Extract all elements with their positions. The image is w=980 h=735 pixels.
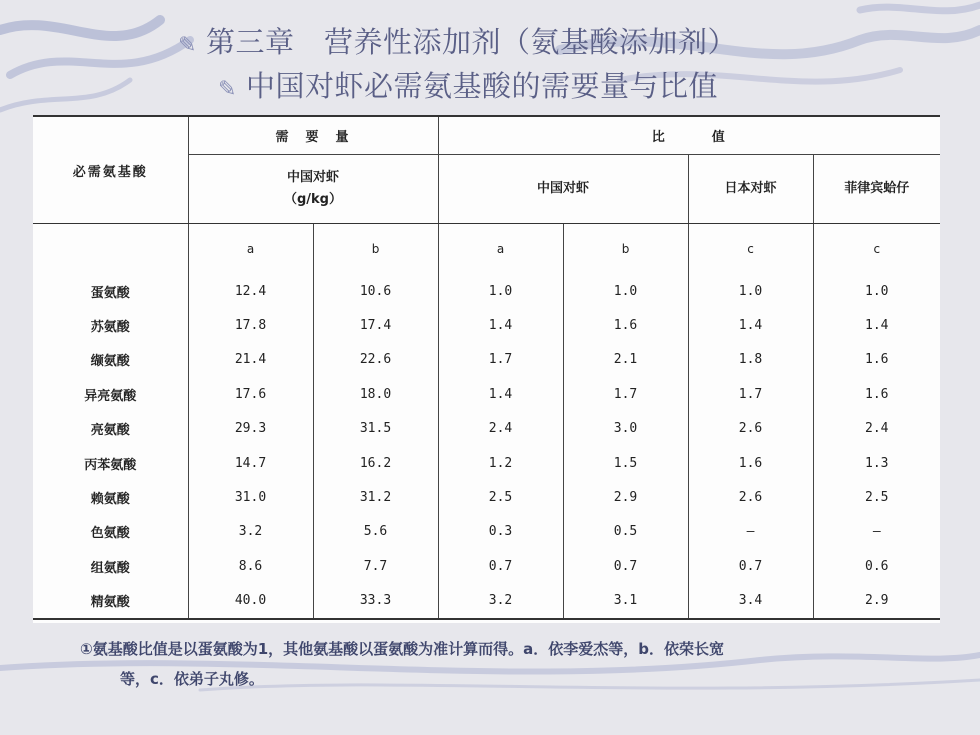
value-cell: 1.4 xyxy=(438,308,563,342)
value-cell: 1.7 xyxy=(688,377,813,411)
footnote-line-1: ①氨基酸比值是以蛋氨酸为1，其他氨基酸以蛋氨酸为准计算而得。a．依李爱杰等，b．依荣长宽 xyxy=(80,640,725,658)
table-row xyxy=(33,446,940,480)
value-cell: 2.9 xyxy=(563,480,688,514)
value-cell: 0.7 xyxy=(688,549,813,583)
table-row xyxy=(33,308,940,342)
amino-acid-table xyxy=(33,115,940,620)
value-cell: 1.2 xyxy=(438,446,563,480)
swirl-bullet-icon: ✎ xyxy=(178,33,197,58)
value-cell: 1.4 xyxy=(813,308,940,342)
value-cell: 0.3 xyxy=(438,515,563,549)
value-cell: 1.6 xyxy=(813,377,940,411)
col-letter: a xyxy=(188,224,313,275)
value-cell: 1.0 xyxy=(688,274,813,308)
value-cell: 1.6 xyxy=(813,343,940,377)
swirl-bullet-icon: ✎ xyxy=(218,77,237,102)
value-cell: 2.4 xyxy=(438,412,563,446)
table-row xyxy=(33,584,940,619)
table-body xyxy=(33,274,940,619)
value-cell: 31.0 xyxy=(188,480,313,514)
slide-subtitle xyxy=(218,64,718,105)
value-cell: 1.0 xyxy=(563,274,688,308)
amino-acid-name: 苏氨酸 xyxy=(90,320,130,336)
value-cell: 1.6 xyxy=(563,308,688,342)
col-letter: a xyxy=(438,224,563,275)
value-cell: 3.2 xyxy=(438,584,563,619)
amino-acid-name: 色氨酸 xyxy=(90,526,130,542)
value-cell: — xyxy=(813,515,940,549)
footnote-line-2: 等，c．依弟子丸修。 xyxy=(120,670,264,688)
col-letter: b xyxy=(563,224,688,275)
value-cell: 2.1 xyxy=(563,343,688,377)
table-panel xyxy=(33,115,940,623)
value-cell: 12.4 xyxy=(188,274,313,308)
ratio-subheader-ph: 菲律宾蛤仔 xyxy=(813,155,940,224)
value-cell: — xyxy=(688,515,813,549)
value-cell: 1.4 xyxy=(438,377,563,411)
value-cell: 2.6 xyxy=(688,412,813,446)
value-cell: 3.4 xyxy=(688,584,813,619)
value-cell: 5.6 xyxy=(313,515,438,549)
slide-title xyxy=(178,20,737,61)
value-cell: 1.3 xyxy=(813,446,940,480)
value-cell: 0.7 xyxy=(563,549,688,583)
value-cell: 1.5 xyxy=(563,446,688,480)
value-cell: 3.2 xyxy=(188,515,313,549)
requirement-group-header: 需 要 量 xyxy=(188,116,438,155)
amino-acid-name: 组氨酸 xyxy=(90,560,130,576)
table-row xyxy=(33,412,940,446)
requirement-unit-label: （g/kg） xyxy=(283,192,342,207)
table-row xyxy=(33,515,940,549)
col-letter: c xyxy=(688,224,813,275)
requirement-species-label: 中国对虾 xyxy=(286,170,339,185)
value-cell: 2.9 xyxy=(813,584,940,619)
value-cell: 2.4 xyxy=(813,412,940,446)
value-cell: 3.1 xyxy=(563,584,688,619)
value-cell: 1.8 xyxy=(688,343,813,377)
footnote xyxy=(80,634,920,694)
value-cell: 1.0 xyxy=(813,274,940,308)
requirement-subheader xyxy=(188,155,438,224)
value-cell: 21.4 xyxy=(188,343,313,377)
value-cell: 17.4 xyxy=(313,308,438,342)
amino-acid-name: 蛋氨酸 xyxy=(90,285,130,301)
value-cell: 1.4 xyxy=(688,308,813,342)
value-cell: 2.5 xyxy=(813,480,940,514)
ratio-subheader-jp: 日本对虾 xyxy=(688,155,813,224)
amino-acid-name: 赖氨酸 xyxy=(90,492,130,508)
amino-acid-name: 精氨酸 xyxy=(33,584,188,619)
col-letter: c xyxy=(813,224,940,275)
slide-subtitle-text: 中国对虾必需氨基酸的需要量与比值 xyxy=(246,69,719,103)
stub-header: 必需氨基酸 xyxy=(33,116,188,224)
value-cell: 31.2 xyxy=(313,480,438,514)
value-cell: 10.6 xyxy=(313,274,438,308)
value-cell: 0.7 xyxy=(438,549,563,583)
ratio-subheader-cn: 中国对虾 xyxy=(438,155,688,224)
amino-acid-name: 丙苯氨酸 xyxy=(84,457,137,473)
value-cell: 14.7 xyxy=(188,446,313,480)
value-cell: 2.5 xyxy=(438,480,563,514)
value-cell: 31.5 xyxy=(313,412,438,446)
table-row xyxy=(33,274,940,308)
value-cell: 1.0 xyxy=(438,274,563,308)
value-cell: 1.7 xyxy=(438,343,563,377)
value-cell: 16.2 xyxy=(313,446,438,480)
amino-acid-name: 亮氨酸 xyxy=(90,423,130,439)
value-cell: 3.0 xyxy=(563,412,688,446)
value-cell: 18.0 xyxy=(313,377,438,411)
amino-acid-name: 缬氨酸 xyxy=(90,354,130,370)
value-cell: 40.0 xyxy=(188,584,313,619)
value-cell: 17.8 xyxy=(188,308,313,342)
value-cell: 1.6 xyxy=(688,446,813,480)
value-cell: 0.6 xyxy=(813,549,940,583)
col-letter: b xyxy=(313,224,438,275)
value-cell: 22.6 xyxy=(313,343,438,377)
table-row xyxy=(33,343,940,377)
value-cell: 0.5 xyxy=(563,515,688,549)
value-cell: 1.7 xyxy=(563,377,688,411)
table-row xyxy=(33,480,940,514)
value-cell: 29.3 xyxy=(188,412,313,446)
table-row xyxy=(33,549,940,583)
value-cell: 7.7 xyxy=(313,549,438,583)
table-row xyxy=(33,377,940,411)
slide-title-text: 第三章 营养性添加剂（氨基酸添加剂） xyxy=(206,25,738,59)
value-cell: 33.3 xyxy=(313,584,438,619)
letter-stub-blank xyxy=(33,224,188,275)
value-cell: 17.6 xyxy=(188,377,313,411)
ratio-group-header: 比 值 xyxy=(438,116,940,155)
value-cell: 2.6 xyxy=(688,480,813,514)
value-cell: 8.6 xyxy=(188,549,313,583)
amino-acid-name: 异亮氨酸 xyxy=(84,388,137,404)
